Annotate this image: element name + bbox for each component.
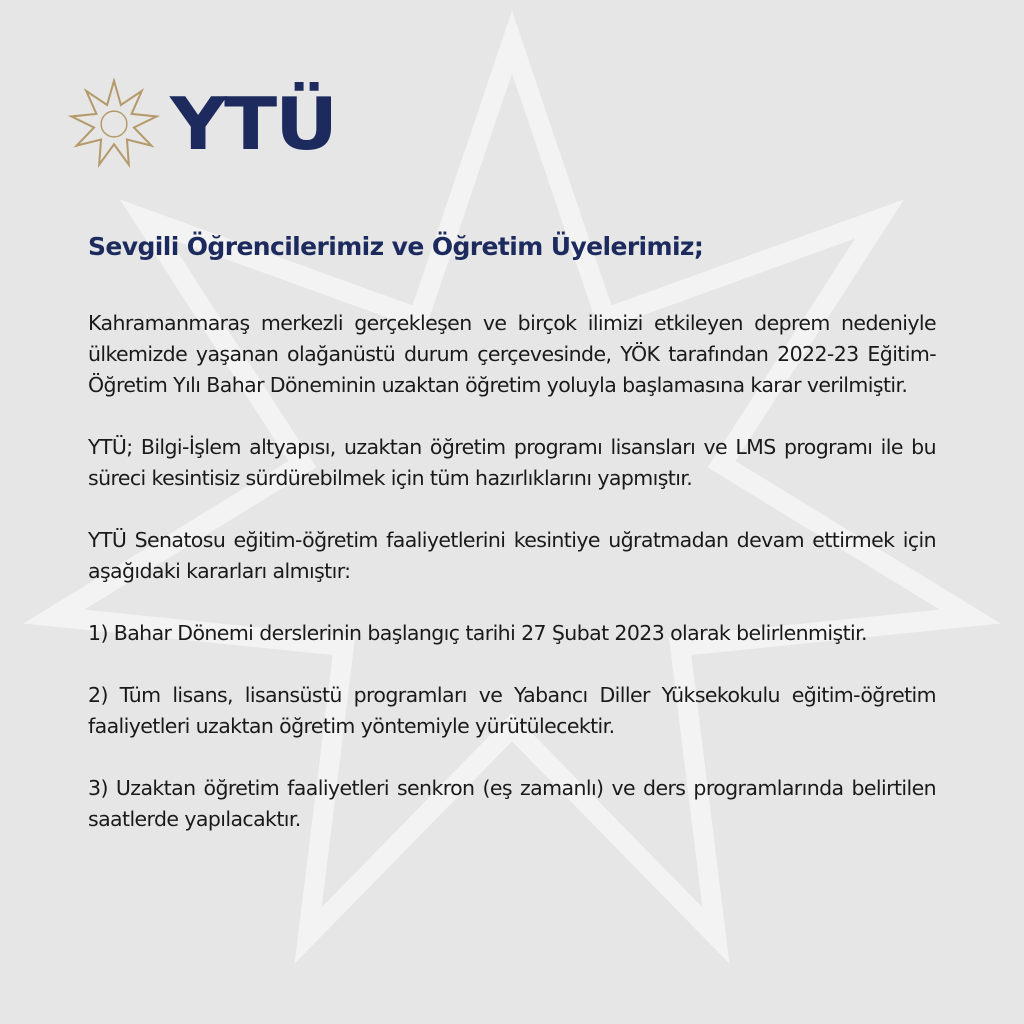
logo-wordmark: YTÜ: [170, 82, 337, 166]
decision-item-3: 3) Uzaktan öğretim faaliyetleri senkron (eş zamanlı) ve ders programlarında belirtilen saatlerde yapılacaktır.: [88, 776, 936, 831]
announcement-heading: Sevgili Öğrencilerimiz ve Öğretim Üyelerimiz;: [88, 232, 704, 261]
decision-item-2: 2) Tüm lisans, lisansüstü programları ve Yabancı Diller Yüksekokulu eğitim-öğretim faaliyetleri uzaktan öğretim yöntemiyle yürütülecektir.: [88, 683, 936, 738]
paragraph-intro: Kahramanmaraş merkezli gerçekleşen ve birçok ilimizi etkileyen deprem nedeniyle ülkemizde yaşanan olağanüstü durum çerçevesinde, YÖK tarafından 2022-23 Eğitim-Öğretim Yılı Bahar Döneminin uzaktan öğretim yoluyla başlamasına karar verilmiştir.: [88, 311, 936, 397]
ytu-logo: [68, 78, 337, 170]
paragraph-infrastructure: YTÜ; Bilgi-İşlem altyapısı, uzaktan öğretim programı lisansları ve LMS programı ile bu süreci kesintisiz sürdürebilmek için tüm hazırlıklarını yapmıştır.: [88, 435, 936, 490]
announcement-content: [88, 232, 936, 866]
logo-star-icon: [68, 78, 160, 170]
decision-item-1: 1) Bahar Dönemi derslerinin başlangıç tarihi 27 Şubat 2023 olarak belirlenmiştir.: [88, 621, 867, 645]
paragraph-senate: YTÜ Senatosu eğitim-öğretim faaliyetlerini kesintiye uğratmadan devam ettirmek için aşağıdaki kararları almıştır:: [88, 528, 936, 583]
